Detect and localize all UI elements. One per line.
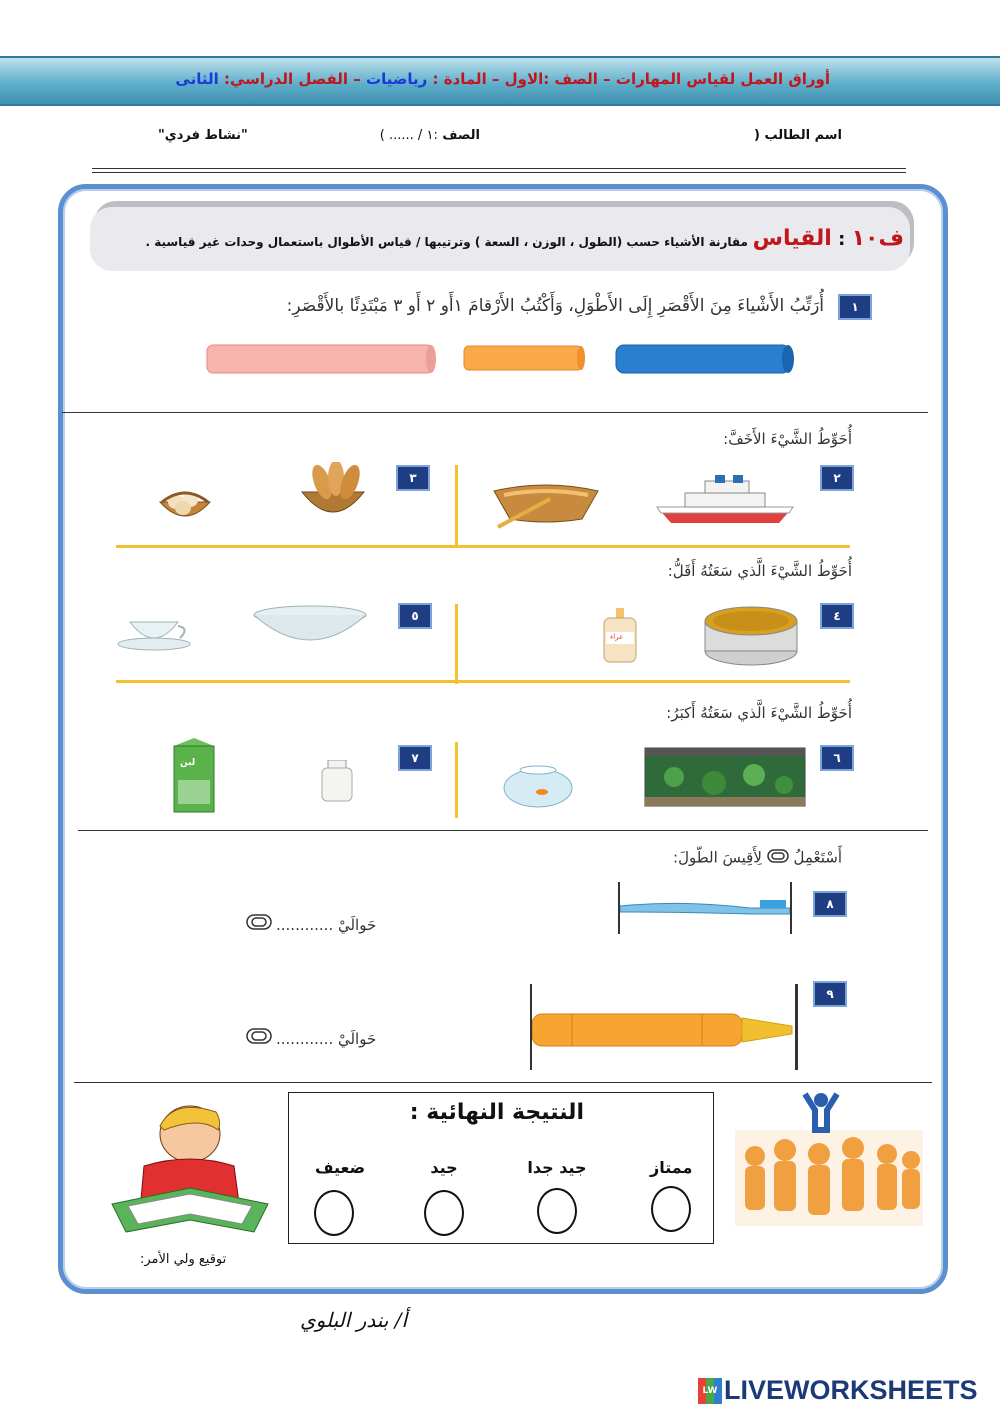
team-celebration-image: [735, 1090, 923, 1230]
section2-separator: [455, 465, 458, 547]
liveworksheets-logo-icon: LW: [698, 1378, 722, 1404]
result-option-very-good: جيد جدا: [527, 1158, 587, 1177]
answer-9[interactable]: حَوالَيْ ............: [276, 1030, 377, 1048]
section3-underline: [116, 680, 850, 683]
paperclip-icon: [246, 1026, 272, 1050]
teacup-image[interactable]: [116, 616, 192, 656]
section4-instruction: أُحَوِّطُ الشَّيْءَ الَّذي سَعَتُهُ أَكبَرُ:: [666, 704, 852, 722]
question-number-6: ٦: [820, 745, 854, 771]
class-field: [380, 128, 480, 143]
question-number-7: ٧: [398, 745, 432, 771]
result-circle-good[interactable]: [424, 1190, 464, 1236]
section-divider-1: [62, 412, 928, 413]
result-circle-weak[interactable]: [314, 1190, 354, 1236]
small-bottle-image[interactable]: [320, 760, 354, 806]
toothbrush-end-line: [790, 882, 792, 934]
orange-pencil-image[interactable]: [462, 344, 586, 376]
toothbrush-image[interactable]: [620, 896, 790, 924]
result-option-weak: ضعيف: [314, 1158, 366, 1177]
banner-title: [175, 70, 830, 88]
section5-instruction-start: أَسْتَعْمِلُ: [793, 848, 842, 867]
paint-can-image[interactable]: [702, 603, 800, 671]
question-number-3: ٣: [396, 465, 430, 491]
crayon-image[interactable]: [532, 1010, 796, 1054]
signature-label: توقيع ولي الأمر:: [140, 1252, 227, 1267]
fishbowl-image[interactable]: [502, 764, 574, 812]
glass-bowl-image[interactable]: [252, 605, 368, 653]
aquarium-image[interactable]: [644, 747, 806, 811]
question-number-9: ٩: [813, 981, 847, 1007]
student-name-label: اسم الطالب (: [754, 128, 842, 143]
section2-instruction: أُحَوِّطُ الشَّيْءَ الأَخَفَّ:: [723, 430, 852, 448]
result-option-good: جيد: [430, 1158, 458, 1177]
banner-subject: رياضيات: [366, 70, 428, 88]
reading-boy-image: [104, 1092, 274, 1246]
class-label: الصف: [442, 128, 480, 143]
milk-carton-image[interactable]: [170, 736, 218, 818]
glue-bottle-image[interactable]: [600, 608, 640, 668]
meta-divider: [92, 168, 906, 169]
section2-underline: [116, 545, 850, 548]
paperclip-icon: [767, 848, 789, 868]
banner-part1: أوراق العمل لقياس المهارات – الصف :الاول – المادة :: [427, 70, 830, 88]
paperclip-icon: [246, 912, 272, 936]
result-option-excellent: ممتاز: [650, 1158, 693, 1177]
question-number-4: ٤: [820, 603, 854, 629]
result-title: النتيجة النهائية :: [409, 1100, 584, 1125]
question-number-1: ١: [838, 294, 872, 320]
glue-label: غراء: [610, 633, 623, 641]
section3-separator: [455, 604, 458, 684]
answer-8[interactable]: حَوالَيْ ............: [276, 916, 377, 934]
section4-separator: [455, 742, 458, 818]
section-divider-3: [74, 1082, 932, 1083]
class-value: :١ / ...... ): [379, 128, 438, 143]
question-number-5: ٥: [398, 603, 432, 629]
activity-label: "نشاط فردي": [158, 128, 248, 143]
lesson-title: [753, 226, 904, 251]
brand-name[interactable]: LIVEWORKSHEETS: [724, 1375, 978, 1405]
egg-basket-image[interactable]: [156, 484, 214, 530]
lesson-topic: القياس: [752, 226, 832, 251]
result-circle-excellent[interactable]: [651, 1186, 691, 1232]
question-number-8: ٨: [813, 891, 847, 917]
blue-pencil-image[interactable]: [614, 342, 794, 380]
lesson-description: مقارنة الأشياء حسب (الطول ، الوزن ، السعة ) وترتيبها / قياس الأطوال باستعمال وحدات غير قياسية .: [145, 235, 748, 249]
lesson-code: ف١٠: [851, 226, 904, 251]
banner-term: الثانى: [175, 70, 219, 88]
ship-image[interactable]: [655, 475, 795, 529]
section-divider-2: [78, 830, 928, 831]
lesson-sep: :: [831, 229, 852, 250]
teacher-signature: أ/ بندر البلوي: [300, 1308, 408, 1332]
pink-pencil-image[interactable]: [205, 342, 437, 380]
section3-instruction: أُحَوِّطُ الشَّيْءَ الَّذي سَعَتُهُ أَقَلُّ:: [667, 562, 852, 580]
result-circle-very-good[interactable]: [537, 1188, 577, 1234]
section5-instruction: [673, 848, 842, 868]
section5-instruction-end: لِأَقِيسَ الطّولَ:: [673, 848, 762, 867]
carton-label: لبن: [180, 758, 196, 768]
meta-divider-2: [92, 172, 906, 173]
bread-basket-image[interactable]: [296, 462, 370, 530]
q1-instruction: أُرَتِّبُ الأَشْياءَ مِنَ الأَقْصَرِ إِلَى الأَطْوَلِ، وَأَكْتُبُ الأَرْقامَ ١أَو ٢ أَو ٣ مَبْتَدِئًا بالأَقْصَرِ:: [286, 296, 824, 316]
banner-part2: – الفصل الدراسي:: [218, 70, 367, 88]
rowboat-image[interactable]: [490, 475, 602, 535]
question-number-2: ٢: [820, 465, 854, 491]
